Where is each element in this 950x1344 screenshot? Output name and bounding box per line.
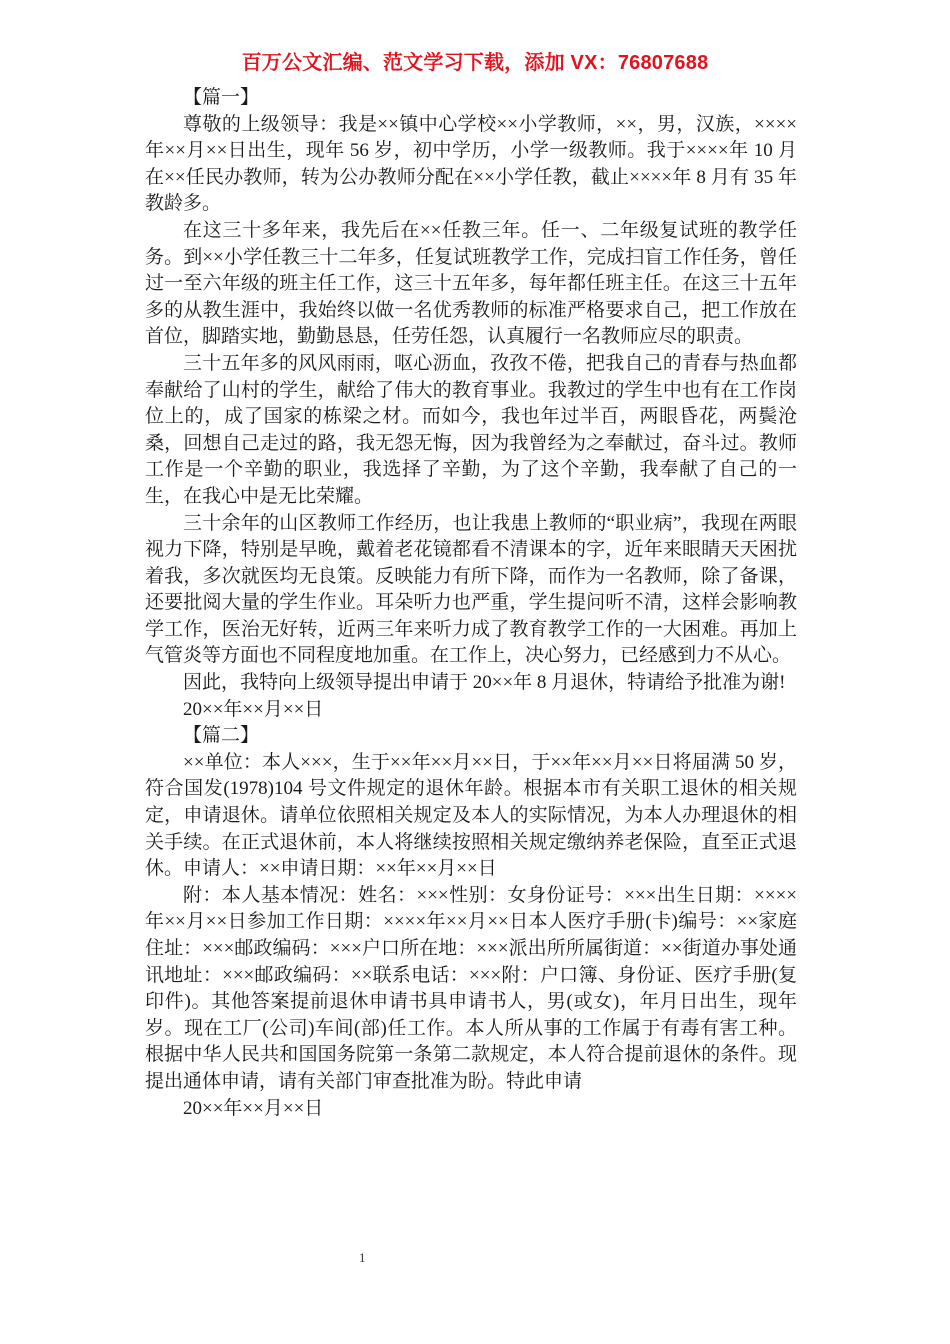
page-number: 1	[359, 1250, 366, 1265]
section-heading-1: 【篇一】	[183, 87, 260, 108]
paragraph: 尊敬的上级领导：我是××镇中心学校××小学教师，××，男，汉族，××××年××月××日出生，现年 56 岁，初中学历，小学一级教师。我于××××年 10 月在××任民办教师，转为公办教师分配在××小学任教，截止××××年 8 月有 35 年教龄多。	[145, 113, 797, 215]
paragraph: ××单位：本人×××，生于××年××月××日，于××年××月××日将届满 50 岁，符合国发(1978)104 号文件规定的退休年龄。根据本市有关职工退休的相关规定，申请退休。请单位依照相关规定及本人的实际情况，为本人办理退休的相关手续。在正式退休前，本人将继续按照相关规定缴纳养老保险，直至正式退休。申请人：××申请日期：××年××月××日	[145, 751, 797, 880]
paragraph: 三十余年的山区教师工作经历，也让我患上教师的“职业病”，我现在两眼视力下降，特别是早晚，戴着老花镜都看不清课本的字，近年来眼睛天天困扰着我，多次就医均无良策。反映能力有所下降，而作为一名教师，除了备课，还要批阅大量的学生作业。耳朵听力也严重，学生提问听不清，这样会影响教学工作，医治无好转，近两三年来听力成了教育教学工作的一大困难。再加上气管炎等方面也不同程度地加重。在工作上，决心努力，已经感到力不从心。	[145, 512, 797, 667]
paragraph: 在这三十多年来，我先后在××任教三年。任一、二年级复试班的教学任务。到××小学任教三十二年多，任复试班教学工作，完成扫盲工作任务，曾任过一至六年级的班主任工作，这三十五年多，每年都任班主任。在这三十五年多的从教生涯中，我始终以做一名优秀教师的标准严格要求自己，把工作放在首位，脚踏实地，勤勤恳恳，任劳任怨，认真履行一名教师应尽的职责。	[145, 219, 797, 348]
paragraph: 附：本人基本情况：姓名：×××性别：女身份证号：×××出生日期：××××年××月××日参加工作日期：××××年××月××日本人医疗手册(卡)编号：××家庭住址：×××邮政编码：×××户口所在地：×××派出所所属街道：××街道办事处通讯地址：×××邮政编码：××联系电话：×××附：户口簿、身份证、医疗手册(复印件)。其他答案提前退休申请书具申请书人，男(或女)，年月日出生，现年岁。现在工厂(公司)车间(部)任工作。本人所从事的工作属于有毒有害工种。根据中华人民共和国国务院第一条第二款规定，本人符合提前退休的条件。现提出通体申请，请有关部门审查批准为盼。特此申请	[145, 884, 797, 1092]
watermark-header: 百万公文汇编、范文学习下载，添加 VX：76807688	[241, 52, 709, 74]
document-body	[145, 85, 797, 1122]
date-line: 20××年××月××日	[183, 698, 324, 720]
date-line: 20××年××月××日	[183, 1097, 324, 1119]
paragraph: 三十五年多的风风雨雨，呕心沥血，孜孜不倦，把我自己的青春与热血都奉献给了山村的学生，献给了伟大的教育事业。我教过的学生中也有在工作岗位上的，成了国家的栋梁之材。而如今，我也年过半百，两眼昏花，两鬓沧桑，回想自己走过的路，我无怨无悔，因为我曾经为之奉献过，奋斗过。教师工作是一个辛勤的职业，我选择了辛勤，为了这个辛勤，我奉献了自己的一生，在我心中是无比荣耀。	[145, 352, 797, 507]
section-heading-2: 【篇二】	[183, 725, 260, 747]
paragraph: 因此，我特向上级领导提出申请于 20××年 8 月退休，特请给予批准为谢!	[183, 672, 786, 694]
